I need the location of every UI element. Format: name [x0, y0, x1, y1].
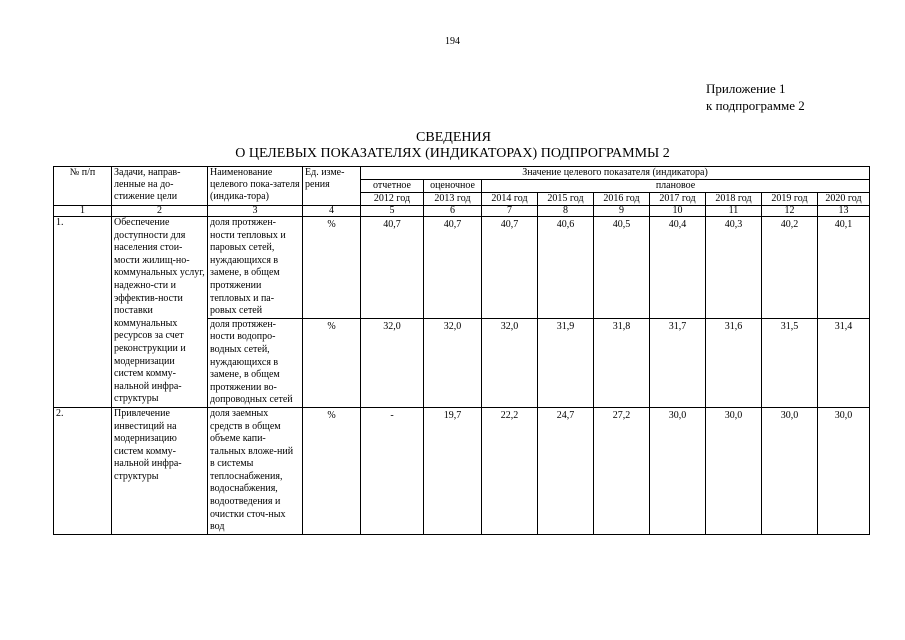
value-cell: 31,6: [706, 318, 762, 407]
header-estimated: оценочное: [424, 180, 482, 193]
appendix-line-2: к подпрограмме 2: [706, 98, 805, 113]
document-title: [0, 130, 905, 162]
value-cell: 30,0: [650, 407, 706, 534]
value-cell: 32,0: [482, 318, 538, 407]
header-row-1: [54, 167, 870, 180]
table-row: [54, 407, 870, 534]
header-year: 2016 год: [594, 193, 650, 206]
column-number: 11: [706, 206, 762, 217]
value-cell: 31,7: [650, 318, 706, 407]
value-cell: 31,8: [594, 318, 650, 407]
header-year: 2018 год: [706, 193, 762, 206]
header-planned: плановое: [482, 180, 870, 193]
header-value-group: Значение целевого показателя (индикатора): [361, 167, 870, 180]
header-year: 2012 год: [361, 193, 424, 206]
header-year: 2015 год: [538, 193, 594, 206]
value-cell: 19,7: [424, 407, 482, 534]
value-cell: 40,3: [706, 217, 762, 319]
title-line-2: О ЦЕЛЕВЫХ ПОКАЗАТЕЛЯХ (ИНДИКАТОРАХ) ПОДПРОГРАММЫ 2: [235, 146, 670, 161]
header-num: № п/п: [54, 167, 112, 206]
header-indicator: Наименование целевого пока-зателя (индика-тора): [208, 167, 303, 206]
column-number: 6: [424, 206, 482, 217]
column-number: 1: [54, 206, 112, 217]
header-year: 2017 год: [650, 193, 706, 206]
column-number: 13: [818, 206, 870, 217]
value-cell: 32,0: [361, 318, 424, 407]
row-number: 1.: [54, 217, 112, 408]
indicator-name: доля заемных средств в общем объеме капи-тальных вложе-ний в системы теплоснабжения, водоснабжения, водоотведения и очистки сточ-ных вод: [208, 407, 303, 534]
value-cell: -: [361, 407, 424, 534]
column-number: 12: [762, 206, 818, 217]
column-number: 9: [594, 206, 650, 217]
value-cell: 31,4: [818, 318, 870, 407]
value-cell: 40,1: [818, 217, 870, 319]
value-cell: 40,7: [482, 217, 538, 319]
value-cell: 32,0: [424, 318, 482, 407]
header-year: 2019 год: [762, 193, 818, 206]
value-cell: 30,0: [818, 407, 870, 534]
appendix-note: [706, 80, 805, 114]
header-reported: отчетное: [361, 180, 424, 193]
column-number: 4: [303, 206, 361, 217]
value-cell: 40,5: [594, 217, 650, 319]
unit-cell: %: [303, 217, 361, 319]
header-year: 2013 год: [424, 193, 482, 206]
value-cell: 24,7: [538, 407, 594, 534]
indicators-table: [53, 166, 870, 535]
column-number: 8: [538, 206, 594, 217]
value-cell: 22,2: [482, 407, 538, 534]
value-cell: 40,4: [650, 217, 706, 319]
value-cell: 27,2: [594, 407, 650, 534]
column-numbers-row: [54, 206, 870, 217]
task-cell: Привлечение инвестиций на модернизацию систем комму-нальной инфра-структуры: [112, 407, 208, 534]
value-cell: 40,7: [424, 217, 482, 319]
table-row: [54, 217, 870, 319]
title-line-1: СВЕДЕНИЯ: [416, 130, 491, 145]
column-number: 5: [361, 206, 424, 217]
column-number: 3: [208, 206, 303, 217]
header-unit: Ед. изме-рения: [303, 167, 361, 206]
indicator-name: доля протяжен-ности тепловых и паровых сетей, нуждающихся в замене, в общем протяжении тепловых и па-ровых сетей: [208, 217, 303, 319]
header-task: Задачи, направ-ленные на до-стижение цели: [112, 167, 208, 206]
indicator-name: доля протяжен-ности водопро-водных сетей, нуждающихся в замене, в общем протяжении во-допроводных сетей: [208, 318, 303, 407]
value-cell: 30,0: [706, 407, 762, 534]
unit-cell: %: [303, 407, 361, 534]
value-cell: 40,7: [361, 217, 424, 319]
column-number: 2: [112, 206, 208, 217]
row-number: 2.: [54, 407, 112, 534]
value-cell: 31,5: [762, 318, 818, 407]
unit-cell: %: [303, 318, 361, 407]
header-year: 2020 год: [818, 193, 870, 206]
value-cell: 30,0: [762, 407, 818, 534]
page-number: 194: [445, 36, 460, 47]
column-number: 10: [650, 206, 706, 217]
value-cell: 40,2: [762, 217, 818, 319]
value-cell: 31,9: [538, 318, 594, 407]
header-year: 2014 год: [482, 193, 538, 206]
column-number: 7: [482, 206, 538, 217]
appendix-line-1: Приложение 1: [706, 81, 786, 96]
task-cell: Обеспечение доступности для населения стои-мости жилищ-но-коммунальных услуг, надежно-сти и эффектив-ности поставки коммунальных ресурсов за счет реконструкции и модернизации систем комму-нальной инфра-структуры: [112, 217, 208, 408]
value-cell: 40,6: [538, 217, 594, 319]
